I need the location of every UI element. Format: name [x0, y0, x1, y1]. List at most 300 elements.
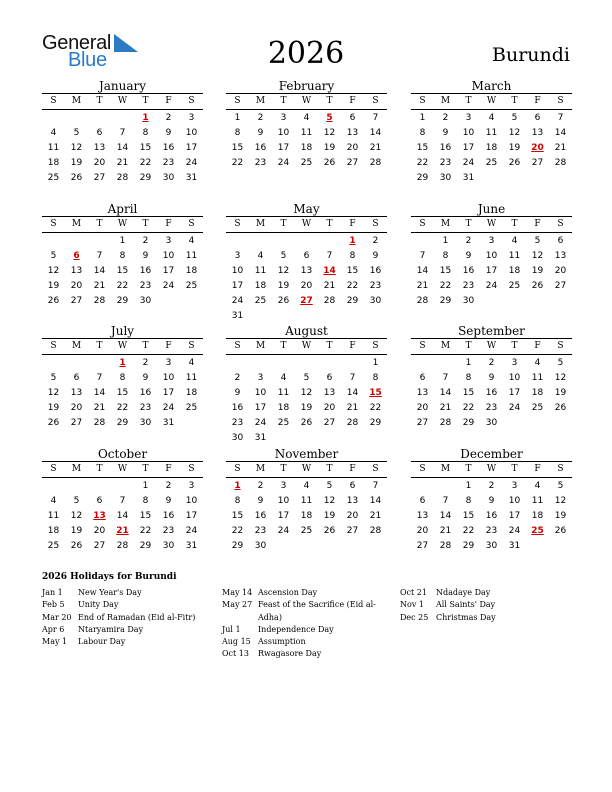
weekday-label: S	[372, 96, 379, 106]
day-cell: 9	[488, 373, 495, 383]
day-cell: 21	[416, 281, 429, 291]
day-cell: 28	[369, 526, 382, 536]
weekday-label: T	[96, 219, 103, 229]
day-cell: 31	[185, 173, 198, 183]
empty-day-cell	[411, 234, 434, 249]
day-cell: 12	[277, 266, 290, 276]
day-cell: 13	[70, 388, 83, 398]
day-cell: 19	[277, 281, 290, 291]
holiday-date: Oct 21	[400, 588, 427, 597]
holiday-name: Labour Day	[78, 637, 126, 647]
day-cell: 3	[234, 251, 241, 261]
day-cell: 21	[346, 403, 359, 413]
weekday-label: M	[440, 219, 451, 229]
day-cell: 16	[162, 143, 175, 153]
day-cell: 3	[165, 358, 172, 368]
day-cell: 30	[162, 541, 175, 551]
weekday-label: F	[534, 341, 541, 351]
day-cell: 17	[185, 143, 198, 153]
holiday-name: Rwagasore Day	[258, 649, 322, 659]
logo-text-blue: Blue	[68, 49, 107, 71]
day-cell: 28	[93, 418, 106, 428]
day-cell: 24	[231, 296, 244, 306]
day-cell: 25	[531, 403, 544, 413]
day-cell: 1	[442, 236, 449, 246]
holiday-date: Dec 25	[400, 612, 429, 622]
day-cell: 17	[462, 143, 475, 153]
day-cell: 5	[303, 373, 310, 383]
weekday-label: M	[440, 96, 451, 106]
day-cell: 22	[116, 281, 129, 291]
day-cell: 11	[508, 251, 521, 261]
weekday-header	[226, 461, 387, 478]
day-cell: 23	[162, 526, 175, 536]
day-cell: 20	[70, 403, 83, 413]
day-cell: 19	[47, 281, 60, 291]
day-cell: 30	[485, 541, 498, 551]
weekday-label: W	[117, 96, 128, 106]
weekday-label: F	[534, 219, 541, 229]
day-cell: 14	[369, 496, 382, 506]
empty-day-cell	[42, 356, 65, 371]
day-cell: 30	[369, 296, 382, 306]
day-cell: 26	[531, 281, 544, 291]
holiday-list-title: 2026 Holidays for Burundi	[42, 572, 177, 582]
day-cell: 5	[557, 358, 564, 368]
day-cell: 19	[554, 388, 567, 398]
day-cell: 13	[70, 266, 83, 276]
day-cell: 20	[554, 266, 567, 276]
day-cell: 11	[47, 511, 60, 521]
weekday-header	[411, 338, 572, 355]
day-cell: 8	[465, 373, 472, 383]
day-cell: 15	[116, 388, 129, 398]
day-cell: 22	[462, 403, 475, 413]
weekday-label: F	[349, 219, 356, 229]
weekday-label: M	[255, 219, 266, 229]
day-cell: 22	[439, 281, 452, 291]
day-cell: 5	[534, 236, 541, 246]
weekday-label: T	[326, 464, 333, 474]
day-cell: 15	[416, 143, 429, 153]
day-cell: 27	[323, 418, 336, 428]
day-cell: 10	[231, 266, 244, 276]
calendar-year: 2026	[267, 36, 345, 71]
holiday-day-cell: 21	[116, 526, 129, 536]
day-cell: 4	[303, 481, 310, 491]
day-cell: 2	[165, 113, 172, 123]
day-cell: 19	[531, 266, 544, 276]
weekday-label: S	[557, 464, 564, 474]
holiday-name: Ntaryamira Day	[78, 624, 144, 634]
weekday-label: S	[50, 96, 57, 106]
holiday-item	[222, 636, 382, 648]
day-grid	[411, 111, 572, 186]
day-cell: 21	[439, 403, 452, 413]
holiday-day-cell: 14	[323, 266, 336, 276]
holiday-date: Feb 5	[42, 600, 65, 610]
day-cell: 31	[254, 433, 267, 443]
day-cell: 11	[254, 266, 267, 276]
weekday-label: T	[511, 464, 518, 474]
day-cell: 3	[257, 373, 264, 383]
day-cell: 26	[70, 173, 83, 183]
holiday-day-cell: 27	[300, 296, 313, 306]
day-cell: 12	[47, 266, 60, 276]
empty-day-cell	[88, 479, 111, 494]
day-cell: 8	[234, 496, 241, 506]
day-cell: 25	[254, 296, 267, 306]
day-cell: 26	[70, 541, 83, 551]
holiday-date: Oct 13	[222, 649, 249, 659]
day-cell: 15	[462, 511, 475, 521]
day-cell: 1	[465, 358, 472, 368]
empty-day-cell	[226, 356, 249, 371]
day-cell: 29	[139, 173, 152, 183]
weekday-label: M	[71, 464, 82, 474]
day-cell: 13	[300, 266, 313, 276]
day-cell: 29	[116, 418, 129, 428]
weekday-label: F	[534, 464, 541, 474]
day-cell: 28	[323, 296, 336, 306]
day-cell: 22	[231, 526, 244, 536]
day-cell: 30	[139, 296, 152, 306]
day-cell: 19	[70, 526, 83, 536]
day-cell: 25	[47, 541, 60, 551]
day-cell: 9	[142, 373, 149, 383]
day-cell: 29	[231, 541, 244, 551]
day-cell: 27	[93, 541, 106, 551]
day-cell: 22	[116, 403, 129, 413]
month-name: April	[107, 202, 138, 216]
month-october	[42, 447, 203, 554]
day-cell: 10	[162, 373, 175, 383]
weekday-label: S	[50, 219, 57, 229]
day-cell: 10	[185, 496, 198, 506]
day-cell: 22	[416, 158, 429, 168]
day-cell: 13	[323, 388, 336, 398]
day-cell: 17	[508, 388, 521, 398]
day-cell: 22	[139, 526, 152, 536]
weekday-header	[42, 93, 203, 110]
holiday-name: Feast of the Sacrifice (Eid al-Adha)	[258, 600, 376, 622]
day-cell: 4	[280, 373, 287, 383]
day-cell: 5	[50, 373, 57, 383]
day-cell: 22	[369, 403, 382, 413]
weekday-label: M	[71, 341, 82, 351]
holiday-date: Mar 20	[42, 612, 72, 622]
weekday-label: T	[96, 464, 103, 474]
day-cell: 7	[442, 373, 449, 383]
empty-day-cell	[272, 356, 295, 371]
day-cell: 10	[162, 251, 175, 261]
day-cell: 21	[93, 281, 106, 291]
weekday-label: T	[326, 341, 333, 351]
day-cell: 30	[439, 173, 452, 183]
day-grid	[42, 234, 203, 309]
day-cell: 12	[70, 511, 83, 521]
day-grid	[42, 479, 203, 554]
empty-day-cell	[341, 356, 364, 371]
weekday-label: S	[234, 464, 241, 474]
day-cell: 10	[485, 251, 498, 261]
weekday-label: T	[280, 219, 287, 229]
weekday-label: S	[50, 341, 57, 351]
day-cell: 24	[277, 526, 290, 536]
day-cell: 23	[231, 418, 244, 428]
day-cell: 25	[185, 403, 198, 413]
day-cell: 20	[300, 281, 313, 291]
weekday-label: W	[301, 219, 312, 229]
day-cell: 15	[346, 266, 359, 276]
day-cell: 11	[47, 143, 60, 153]
day-cell: 28	[439, 541, 452, 551]
day-cell: 29	[116, 296, 129, 306]
day-cell: 6	[419, 373, 426, 383]
month-name: May	[293, 202, 320, 216]
day-cell: 17	[185, 511, 198, 521]
day-grid	[42, 356, 203, 431]
day-cell: 9	[488, 496, 495, 506]
weekday-label: S	[188, 96, 195, 106]
holiday-item	[42, 587, 217, 599]
holiday-item	[400, 599, 575, 611]
day-cell: 18	[185, 266, 198, 276]
holiday-item	[42, 599, 217, 611]
empty-day-cell	[318, 356, 341, 371]
day-cell: 3	[511, 358, 518, 368]
day-cell: 4	[50, 128, 57, 138]
day-cell: 17	[162, 266, 175, 276]
weekday-label: M	[71, 96, 82, 106]
empty-day-cell	[318, 234, 341, 249]
empty-day-cell	[249, 356, 272, 371]
weekday-label: T	[326, 96, 333, 106]
day-cell: 18	[531, 511, 544, 521]
day-cell: 14	[554, 128, 567, 138]
day-cell: 6	[96, 496, 103, 506]
weekday-label: W	[301, 341, 312, 351]
day-grid	[226, 356, 387, 446]
day-cell: 7	[96, 251, 103, 261]
day-cell: 20	[416, 526, 429, 536]
holiday-item	[42, 624, 217, 636]
weekday-label: T	[326, 219, 333, 229]
holiday-item	[222, 587, 382, 599]
day-cell: 12	[554, 373, 567, 383]
day-cell: 29	[369, 418, 382, 428]
day-cell: 14	[439, 388, 452, 398]
month-name: October	[97, 447, 148, 461]
day-cell: 17	[231, 281, 244, 291]
holiday-day-cell: 1	[234, 481, 241, 491]
day-cell: 5	[326, 481, 333, 491]
day-cell: 29	[439, 296, 452, 306]
empty-day-cell	[434, 479, 457, 494]
day-cell: 16	[439, 143, 452, 153]
day-cell: 31	[231, 311, 244, 321]
holiday-day-cell: 15	[369, 388, 382, 398]
month-april	[42, 202, 203, 309]
day-cell: 14	[346, 388, 359, 398]
day-cell: 10	[185, 128, 198, 138]
day-cell: 23	[139, 403, 152, 413]
day-cell: 10	[277, 128, 290, 138]
empty-day-cell	[226, 234, 249, 249]
day-cell: 5	[557, 481, 564, 491]
day-cell: 25	[300, 526, 313, 536]
weekday-label: W	[301, 96, 312, 106]
day-cell: 1	[372, 358, 379, 368]
weekday-label: S	[419, 341, 426, 351]
country-name: Burundi	[492, 44, 570, 66]
day-cell: 24	[185, 526, 198, 536]
day-cell: 10	[508, 496, 521, 506]
day-cell: 6	[534, 113, 541, 123]
weekday-label: M	[440, 341, 451, 351]
day-cell: 7	[442, 496, 449, 506]
day-cell: 11	[185, 251, 198, 261]
month-june	[411, 202, 572, 309]
day-grid	[411, 356, 572, 431]
day-cell: 16	[369, 266, 382, 276]
empty-day-cell	[411, 356, 434, 371]
holiday-date: Jan 1	[42, 588, 63, 597]
day-cell: 27	[346, 526, 359, 536]
holiday-day-cell: 20	[531, 143, 544, 153]
day-cell: 11	[300, 496, 313, 506]
month-november	[226, 447, 387, 554]
day-cell: 7	[96, 373, 103, 383]
weekday-label: F	[165, 96, 172, 106]
holiday-day-cell: 1	[142, 113, 149, 123]
day-cell: 30	[231, 433, 244, 443]
day-cell: 27	[70, 296, 83, 306]
holiday-name: Assumption	[258, 637, 306, 647]
day-cell: 22	[346, 281, 359, 291]
holiday-day-cell: 13	[93, 511, 106, 521]
day-cell: 27	[554, 281, 567, 291]
day-cell: 6	[419, 496, 426, 506]
month-name: September	[458, 324, 525, 338]
day-cell: 3	[188, 113, 195, 123]
day-cell: 24	[162, 403, 175, 413]
weekday-label: T	[142, 341, 149, 351]
weekday-label: T	[465, 341, 472, 351]
day-cell: 5	[50, 251, 57, 261]
day-cell: 25	[508, 281, 521, 291]
day-cell: 13	[346, 496, 359, 506]
day-cell: 7	[326, 251, 333, 261]
day-cell: 11	[531, 496, 544, 506]
day-cell: 4	[188, 358, 195, 368]
day-cell: 24	[185, 158, 198, 168]
day-cell: 21	[554, 143, 567, 153]
day-cell: 13	[416, 388, 429, 398]
logo-text-general: General	[42, 32, 112, 54]
day-cell: 8	[142, 128, 149, 138]
holiday-day-cell: 1	[349, 236, 356, 246]
empty-day-cell	[65, 356, 88, 371]
day-cell: 26	[554, 403, 567, 413]
weekday-label: T	[280, 341, 287, 351]
day-cell: 16	[139, 266, 152, 276]
day-cell: 2	[257, 113, 264, 123]
day-cell: 28	[439, 418, 452, 428]
weekday-label: M	[440, 464, 451, 474]
day-grid	[411, 234, 572, 309]
day-cell: 20	[416, 403, 429, 413]
day-cell: 23	[462, 281, 475, 291]
day-cell: 15	[139, 511, 152, 521]
day-cell: 26	[300, 418, 313, 428]
day-cell: 17	[485, 266, 498, 276]
weekday-header	[226, 216, 387, 233]
day-cell: 5	[511, 113, 518, 123]
weekday-label: T	[96, 341, 103, 351]
day-cell: 24	[162, 281, 175, 291]
day-cell: 20	[346, 511, 359, 521]
weekday-label: W	[486, 96, 497, 106]
day-cell: 12	[554, 496, 567, 506]
month-name: January	[98, 79, 147, 93]
day-cell: 2	[372, 236, 379, 246]
day-cell: 8	[119, 373, 126, 383]
day-cell: 23	[254, 526, 267, 536]
day-cell: 6	[303, 251, 310, 261]
day-cell: 9	[257, 128, 264, 138]
day-cell: 11	[185, 373, 198, 383]
weekday-label: F	[534, 96, 541, 106]
day-cell: 2	[142, 358, 149, 368]
weekday-header	[42, 461, 203, 478]
day-cell: 30	[139, 418, 152, 428]
holiday-item	[400, 587, 575, 599]
holiday-date: May 1	[42, 637, 68, 647]
day-cell: 24	[485, 281, 498, 291]
day-cell: 25	[485, 158, 498, 168]
day-cell: 19	[323, 143, 336, 153]
day-cell: 23	[162, 158, 175, 168]
day-cell: 6	[349, 481, 356, 491]
day-cell: 9	[442, 128, 449, 138]
day-cell: 12	[323, 496, 336, 506]
empty-day-cell	[65, 234, 88, 249]
day-cell: 15	[462, 388, 475, 398]
day-cell: 24	[508, 526, 521, 536]
weekday-label: T	[142, 219, 149, 229]
day-cell: 7	[419, 251, 426, 261]
day-cell: 16	[462, 266, 475, 276]
month-february	[226, 79, 387, 171]
day-cell: 16	[139, 388, 152, 398]
day-cell: 4	[534, 358, 541, 368]
empty-day-cell	[111, 111, 134, 126]
day-cell: 9	[465, 251, 472, 261]
day-cell: 28	[93, 296, 106, 306]
day-cell: 27	[346, 158, 359, 168]
empty-day-cell	[295, 356, 318, 371]
day-cell: 8	[119, 251, 126, 261]
month-name: March	[471, 79, 512, 93]
empty-day-cell	[42, 479, 65, 494]
day-cell: 1	[465, 481, 472, 491]
weekday-label: T	[511, 341, 518, 351]
day-cell: 14	[416, 266, 429, 276]
day-cell: 10	[254, 388, 267, 398]
day-cell: 23	[139, 281, 152, 291]
day-cell: 27	[531, 158, 544, 168]
